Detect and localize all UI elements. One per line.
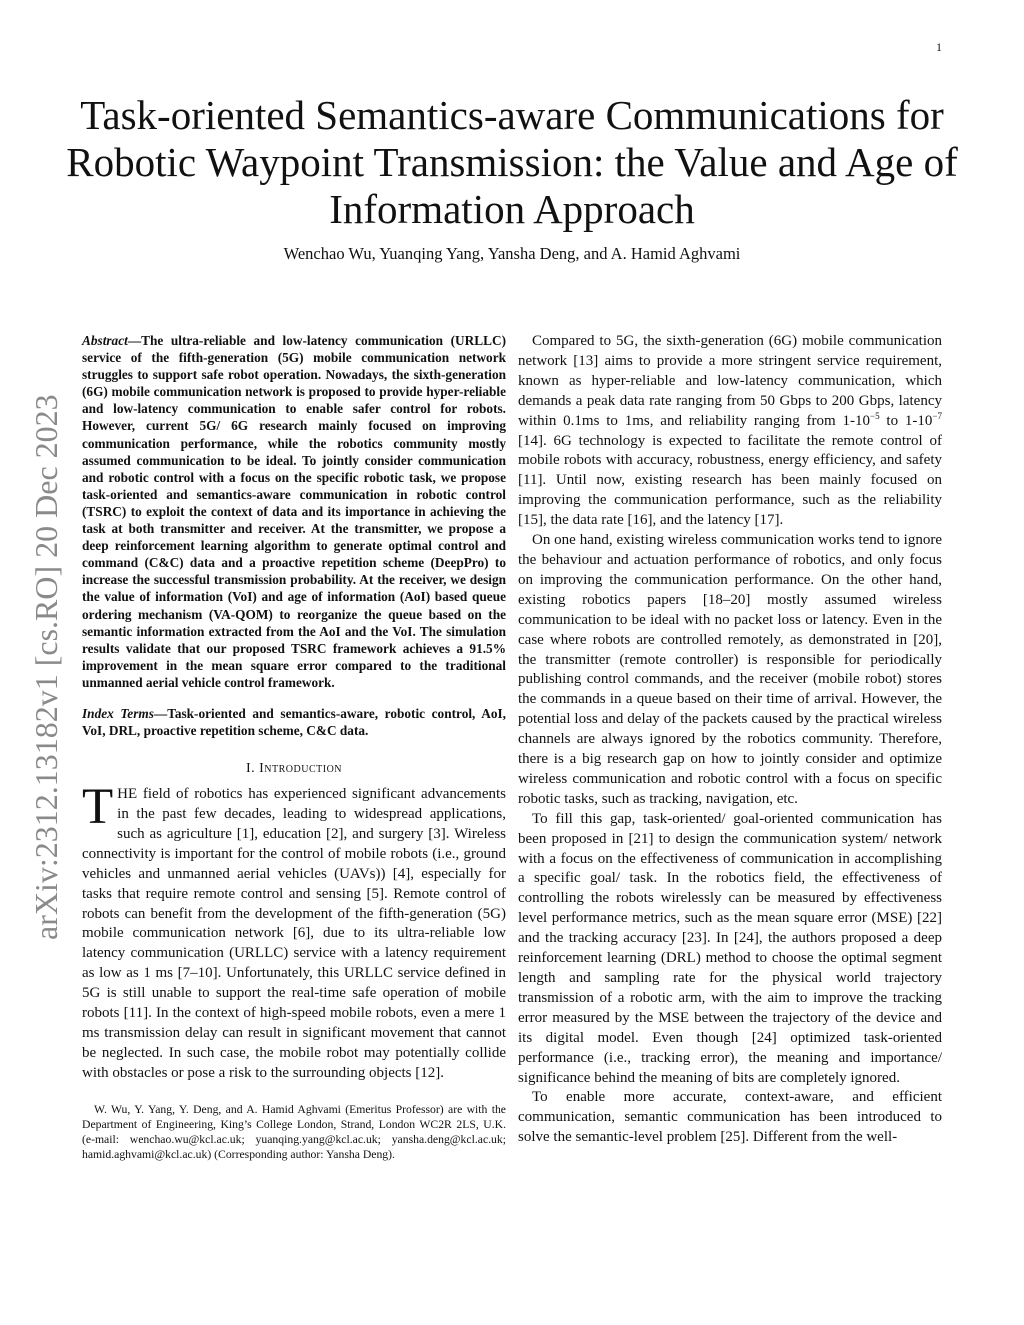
body-paragraph-4: To enable more accurate, context-aware, and efficient communication, semantic communication has been introduced to solve the semantic-level problem [25]. Different from the well- (518, 1089, 942, 1146)
right-column (518, 332, 942, 1148)
intro-paragraph (82, 779, 506, 1084)
author-list: Wenchao Wu, Yuanqing Yang, Yansha Deng, and A. Hamid Aghvami (283, 244, 741, 263)
author-footnote: W. Wu, Y. Yang, Y. Deng, and A. Hamid Aghvami (Emeritus Professor) are with the Department of Engineering, King’s College London, Strand, London WC2R 2LS, U.K. (e-mail: wenchao.wu@kcl.ac.uk; yuanqing.yang@kcl.ac.uk; yansha.deng@kcl.ac.uk; hamid.aghvami@kcl.ac.uk) (Corresponding author: Yansha Deng). (82, 1102, 506, 1161)
body-paragraph-1-part-a: Compared to 5G, the sixth-generation (6G) mobile communication network [13] aims to provide a more stringent service requirement, known as hyper-reliable and low-latency communication, which demands a peak data rate ranging from 50 Gbps to 200 Gbps, latency within 0.1ms to 1ms, and reliability ranging from 1-10 (518, 333, 942, 429)
section-heading-introduction: I. Introduction (245, 761, 343, 777)
body-paragraph-2: On one hand, existing wireless communication works tend to ignore the behaviour and actuation performance of robotics, and only focus on improving the communication performance. On the other hand, existing robotics papers [18–20] mostly assumed wireless communication to be ideal with no packet loss or latency. Even in the case where robots are controlled remotely, as demonstrated in [20], the transmitter (remote controller) is responsible for periodically publishing control commands, and the receiver (mobile robot) stores the commands in a queue based on their time of arrival. However, the potential loss and delay of the packets caused by the practical wireless channels are always ignored by the robotics community. Therefore, there is a big research gap on how to jointly consider and optimize wireless communication and robotic control with a focus on specific robotic tasks, such as tracking, navigation, etc. (518, 532, 942, 807)
arxiv-identifier[interactable]: arXiv:2312.13182v1 [cs.RO] 20 Dec 2023 (28, 394, 64, 940)
paper-title: Task-oriented Semantics-aware Communications for Robotic Waypoint Transmission: the Value and Age of Information Approach (66, 92, 958, 232)
dropcap-letter: T (82, 779, 114, 836)
abstract-text: —The ultra-reliable and low-latency communication (URLLC) service of the fifth-generation (5G) mobile communication network struggles to support safe robot operation. Nowadays, the sixth-generation (6G) mobile communication network is proposed to provide hyper-reliable and low-latency communication to enable safer control for robots. However, current 5G/ 6G research mainly focused on improving communication performance, while the robotics community mostly assumed communication to be ideal. To jointly consider communication and robotic control with a focus on the specific robotic task, we propose task-oriented and semantics-aware communication in robotic control (TSRC) to exploit the context of data and its importance in achieving the task at both transmitter and receiver. At the transmitter, we propose a deep reinforcement learning algorithm to generate optimal control and command (C&C) data and a proactive repetition scheme (DeepPro) to increase the successful transmission probability. At the receiver, we design the value of information (VoI) and age of information (AoI) based queue ordering mechanism (VA-QOM) to reorganize the queue based on the semantic information extracted from the AoI and the VoI. The simulation results validate that our proposed TSRC framework achieves a 91.5% improvement in the mean square error compared to the traditional unmanned aerial vehicle control framework. (82, 333, 506, 690)
exponent-1: −5 (870, 410, 880, 421)
index-terms-lead: Index Terms (82, 705, 154, 721)
abstract (82, 332, 506, 691)
left-column (82, 332, 506, 1162)
body-paragraph-1 (518, 332, 942, 531)
exponent-2: −7 (932, 410, 942, 421)
body-paragraph-1-part-c: [14]. 6G technology is expected to facilitate the remote control of mobile robots with accuracy, robustness, energy efficiency, and safety [11]. Until now, existing research has been mainly focused on improving the communication performance, such as the reliability [15], the data rate [16], and the latency [17]. (518, 432, 942, 529)
abstract-lead: Abstract (82, 333, 128, 348)
body-paragraph-3: To fill this gap, task-oriented/ goal-oriented communication has been proposed in [21] to design the communication system/ network with a focus on the effectiveness of communication in accomplishing a specific goal/ task. In the robotics field, the effectiveness of controlling the robots wirelessly can be measured by effectiveness level performance metrics, such as the mean square error (MSE) [22] and the tracking accuracy [23]. In [24], the authors proposed a deep reinforcement learning (DRL) method to choose the optimal segment length and sampling rate for the physical world trajectory transmission of a robotic arm, with the aim to improve the tracking error measured by the MSE between the trajectory of the device and its digital model. Even though [24] optimized task-oriented performance (i.e., tracking error), the meaning and importance/ significance behind the meaning of bits are completely ignored. (518, 810, 942, 1086)
intro-paragraph-text: HE field of robotics has experienced significant advancements in the past few decades, leading to widespread applications, such as agriculture [1], education [2], and surgery [3]. Wireless connectivity is important for the control of mobile robots (i.e., ground vehicles and unmanned aerial vehicles (UAVs)) [4], especially for tasks that require remote control and sensing [5]. Remote control of robots can benefit from the development of the fifth-generation (5G) mobile communication network [6], due to its ultra-reliable low latency communication (URLLC) service with a latency requirement as low as 1 ms [7–10]. Unfortunately, this URLLC service defined in 5G is still unable to support the real-time safe operation of mobile robots [11]. In the context of high-speed mobile robots, even a mere 1 ms transmission delay can result in significant movement that cannot be neglected. In such case, the mobile robot may potentially collide with obstacles or pose a risk to the surrounding objects [12]. (82, 786, 506, 1081)
index-terms (82, 705, 506, 739)
body-paragraph-1-part-b: to 1-10 (879, 412, 933, 429)
index-terms-text: —Task-oriented and semantics-aware, robotic control, AoI, VoI, DRL, proactive repetition scheme, C&C data. (82, 705, 506, 739)
page-number: 1 (936, 40, 942, 54)
